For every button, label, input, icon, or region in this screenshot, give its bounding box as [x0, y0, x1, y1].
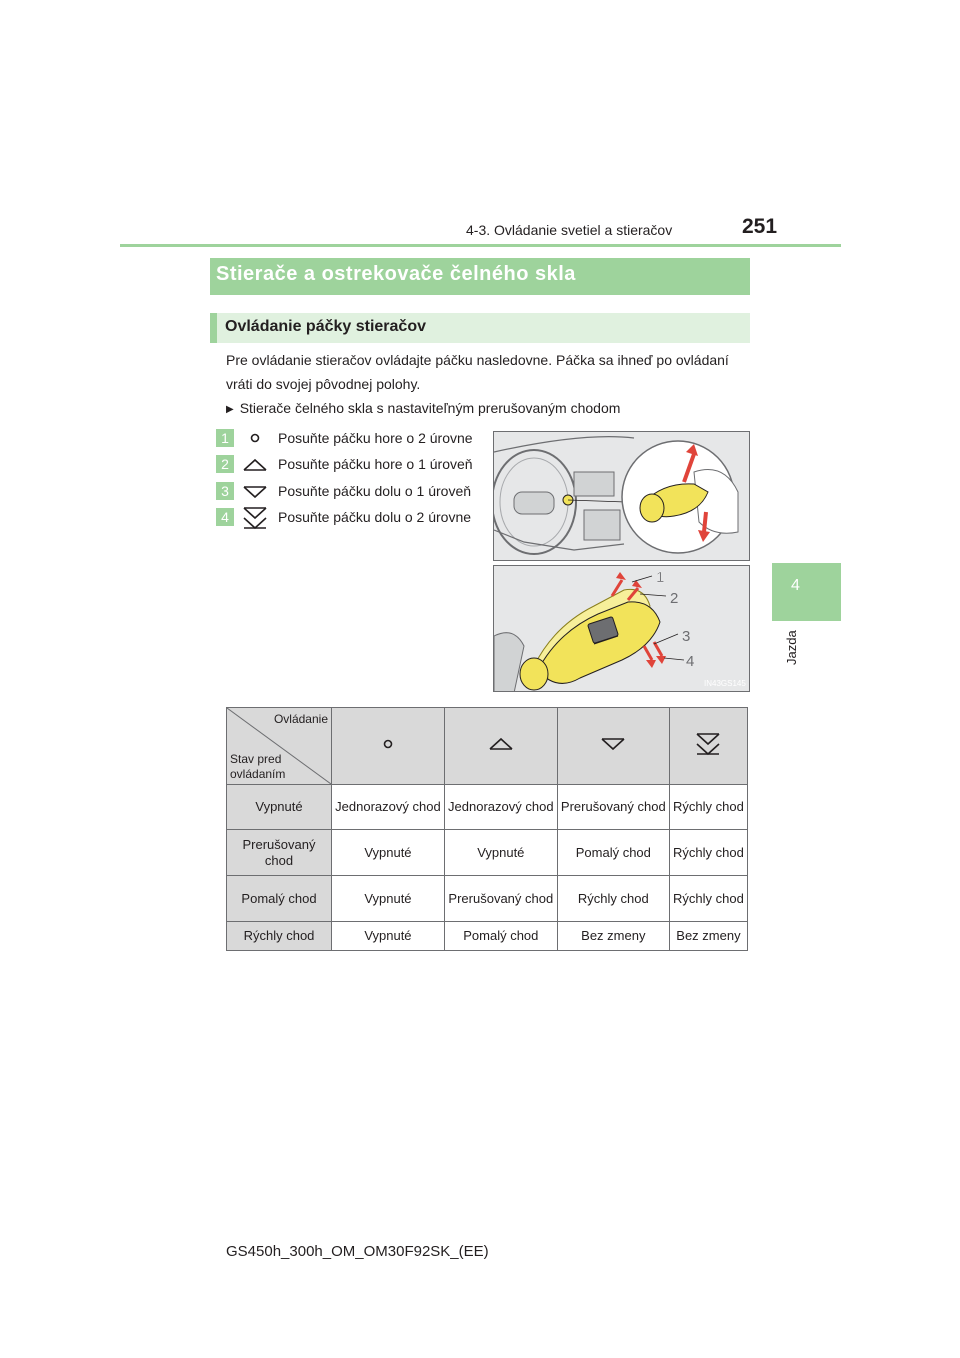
- bullet-text: Stierače čelného skla s nastaviteľným prerušovaným chodom: [239, 400, 621, 416]
- table-cell: Bez zmeny: [557, 922, 669, 951]
- table-cell: Vypnuté: [332, 830, 445, 876]
- table-cell: Rýchly chod: [669, 785, 747, 830]
- row-label: Vypnuté: [227, 785, 332, 830]
- lever-illustration: [493, 565, 750, 692]
- header-rule: [120, 244, 841, 247]
- table-cell: Vypnuté: [332, 876, 445, 922]
- callout-2: 2: [670, 590, 679, 607]
- table-cell: Rýchly chod: [669, 830, 747, 876]
- page-number: 251: [742, 215, 778, 238]
- table-row: [227, 922, 748, 951]
- circle-icon: [373, 742, 403, 757]
- row-label: Pomalý chod: [227, 876, 332, 922]
- up-triangle-icon: [486, 742, 516, 757]
- table-cell: Vypnuté: [444, 830, 557, 876]
- header-section-title: 4-3. Ovládanie svetiel a stieračov: [466, 222, 673, 238]
- table-cell: Bez zmeny: [669, 922, 747, 951]
- column-header-4: [669, 708, 747, 785]
- corner-bottom-label: Stav pred ovládaním: [230, 752, 286, 781]
- legend-text: Posuňte páčku dolu o 1 úroveň: [278, 483, 472, 499]
- table-row: [227, 830, 748, 876]
- legend-text: Posuňte páčku dolu o 2 úrovne: [278, 509, 472, 525]
- row-label: Prerušovaný chod: [227, 830, 332, 876]
- table-cell: Prerušovaný chod: [444, 876, 557, 922]
- callout-3: 3: [682, 628, 691, 645]
- chapter-tab-number: 4: [791, 577, 800, 594]
- circle-icon: [240, 429, 270, 449]
- up-triangle-icon: [240, 455, 270, 475]
- table-corner-cell: [227, 708, 332, 785]
- legend-text: Posuňte páčku hore o 2 úrovne: [278, 430, 473, 446]
- section-title: Stierače a ostrekovače čelného skla: [216, 263, 576, 285]
- table-cell: Rýchly chod: [669, 876, 747, 922]
- column-header-3: [557, 708, 669, 785]
- table-cell: Jednorazový chod: [444, 785, 557, 830]
- subsection-title: Ovládanie páčky stieračov: [225, 318, 426, 335]
- footer-document-code: GS450h_300h_OM_OM30F92SK_(EE): [226, 1243, 489, 1260]
- table-cell: Rýchly chod: [557, 876, 669, 922]
- wiper-operation-table: [226, 707, 748, 951]
- table-header-row: [227, 708, 748, 785]
- bullet-triangle-icon: ▶: [226, 404, 234, 415]
- table-row: [227, 876, 748, 922]
- table-cell: Prerušovaný chod: [557, 785, 669, 830]
- legend-number: 3: [216, 482, 234, 500]
- legend-number: 2: [216, 455, 234, 473]
- legend-number: 4: [216, 508, 234, 526]
- subsection-title-bar: [210, 313, 750, 343]
- corner-top-label: Ovládanie: [273, 712, 328, 726]
- legend-number: 1: [216, 429, 234, 447]
- double-down-triangle-icon: [693, 744, 723, 759]
- down-triangle-icon: [240, 482, 270, 502]
- row-label: Rýchly chod: [227, 922, 332, 951]
- figure-code: IN43GS145: [704, 679, 746, 688]
- down-triangle-icon: [598, 742, 628, 757]
- double-down-triangle-icon: [240, 506, 270, 530]
- table-cell: Pomalý chod: [444, 922, 557, 951]
- column-header-2: [444, 708, 557, 785]
- legend-text: Posuňte páčku hore o 1 úroveň: [278, 456, 473, 472]
- table-cell: Pomalý chod: [557, 830, 669, 876]
- intro-paragraph: Pre ovládanie stieračov ovládajte páčku nasledovne. Páčka sa ihneď po ovládaní vráti do svojej pôvodnej polohy.: [226, 352, 729, 392]
- callout-4: 4: [686, 653, 695, 670]
- table-row: [227, 785, 748, 830]
- section-title-bar: [210, 258, 750, 295]
- table-cell: Vypnuté: [332, 922, 445, 951]
- column-header-1: [332, 708, 445, 785]
- cockpit-illustration: [493, 431, 750, 561]
- table-cell: Jednorazový chod: [332, 785, 445, 830]
- chapter-tab-label: Jazda: [784, 630, 799, 666]
- callout-1: 1: [656, 569, 665, 586]
- bullet-item: [226, 400, 620, 416]
